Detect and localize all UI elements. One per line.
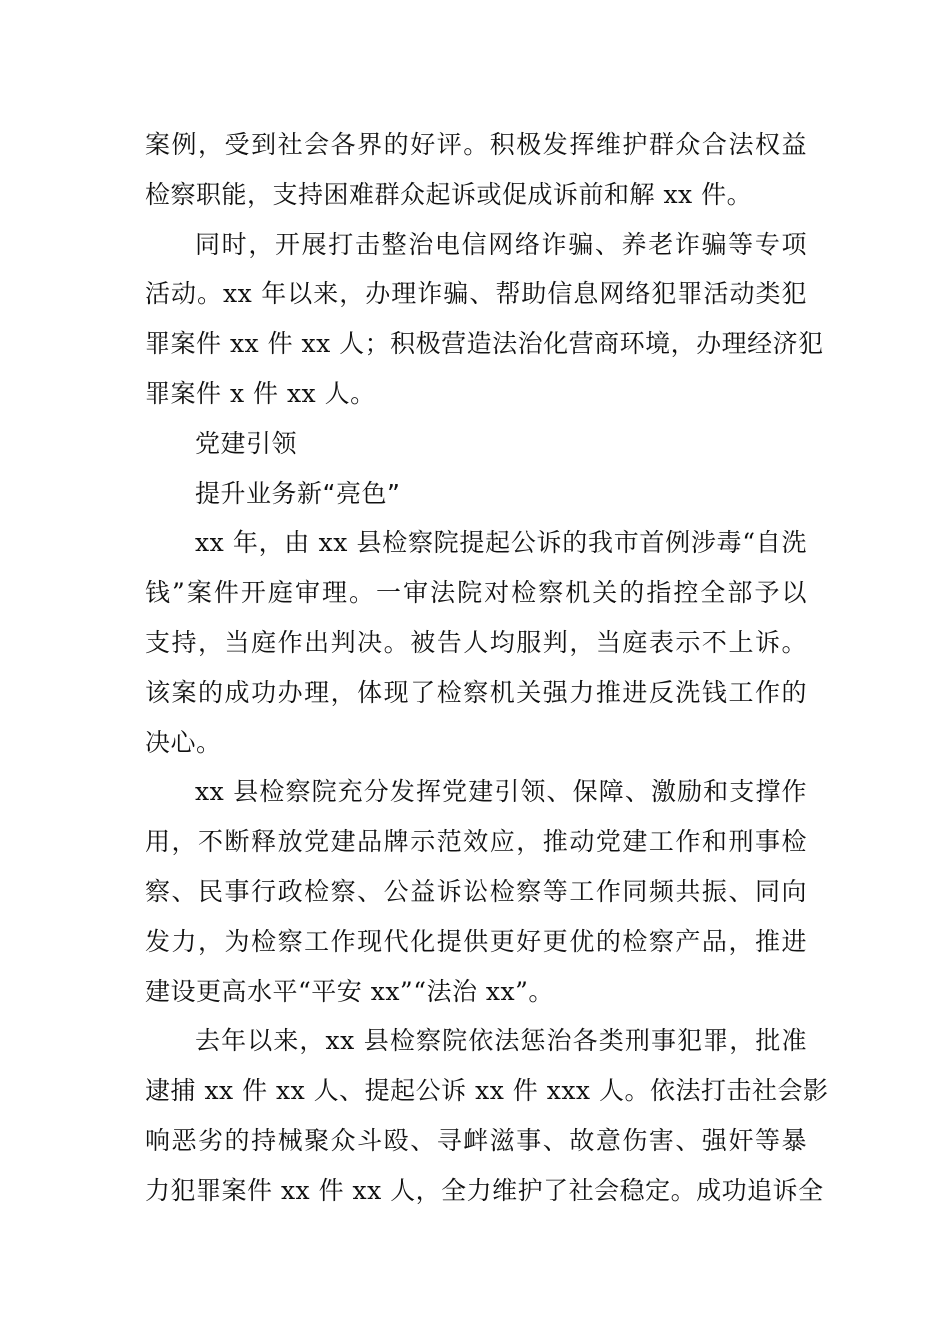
text-line: 罪案件 xx 件 xx 人；积极营造法治化营商环境，办理经济犯 (145, 329, 824, 359)
text-line: 发力，为检察工作现代化提供更好更优的检察产品，推进 (145, 926, 807, 956)
text-line: 同时，开展打击整治电信网络诈骗、养老诈骗等专项 (195, 229, 807, 259)
text-line: xx 县检察院充分发挥党建引领、保障、激励和支撑作 (195, 777, 807, 807)
text-line: 检察职能，支持困难群众起诉或促成诉前和解 xx 件。 (145, 179, 753, 209)
text-line: 去年以来，xx 县检察院依法惩治各类刑事犯罪，批准 (195, 1026, 807, 1056)
paragraph (145, 220, 824, 419)
paragraph (145, 120, 807, 220)
paragraph (145, 1016, 829, 1215)
paragraph (145, 767, 807, 1016)
text-line: 用，不断释放党建品牌示范效应，推动党建工作和刑事检 (145, 827, 807, 857)
text-line: xx 年，由 xx 县检察院提起公诉的我市首例涉毒“自洗 (195, 528, 807, 558)
text-line: 决心。 (145, 727, 222, 757)
text-line: 钱”案件开庭审理。一审法院对检察机关的指控全部予以 (145, 578, 807, 608)
text-line: 力犯罪案件 xx 件 xx 人，全力维护了社会稳定。成功追诉全 (145, 1175, 824, 1205)
text-line: 响恶劣的持械聚众斗殴、寻衅滋事、故意伤害、强奸等暴 (145, 1125, 807, 1155)
section-heading: 党建引领 (195, 428, 298, 458)
section-subheading: 提升业务新“亮色” (195, 478, 401, 508)
text-line: 支持，当庭作出判决。被告人均服判，当庭表示不上诉。 (145, 627, 807, 657)
text-line: 罪案件 x 件 xx 人。 (145, 378, 376, 408)
text-line: 察、民事行政检察、公益诉讼检察等工作同频共振、同向 (145, 876, 807, 906)
text-line: 案例，受到社会各界的好评。积极发挥维护群众合法权益 (145, 130, 807, 159)
document-body (145, 120, 829, 1216)
text-line: 活动。xx 年以来，办理诈骗、帮助信息网络犯罪活动类犯 (145, 279, 807, 309)
text-line: 该案的成功办理，体现了检察机关强力推进反洗钱工作的 (145, 677, 807, 707)
paragraph (145, 518, 807, 767)
text-line: 建设更高水平“平安 xx”“法治 xx”。 (145, 976, 554, 1006)
text-line: 逮捕 xx 件 xx 人、提起公诉 xx 件 xxx 人。依法打击社会影 (145, 1076, 829, 1106)
